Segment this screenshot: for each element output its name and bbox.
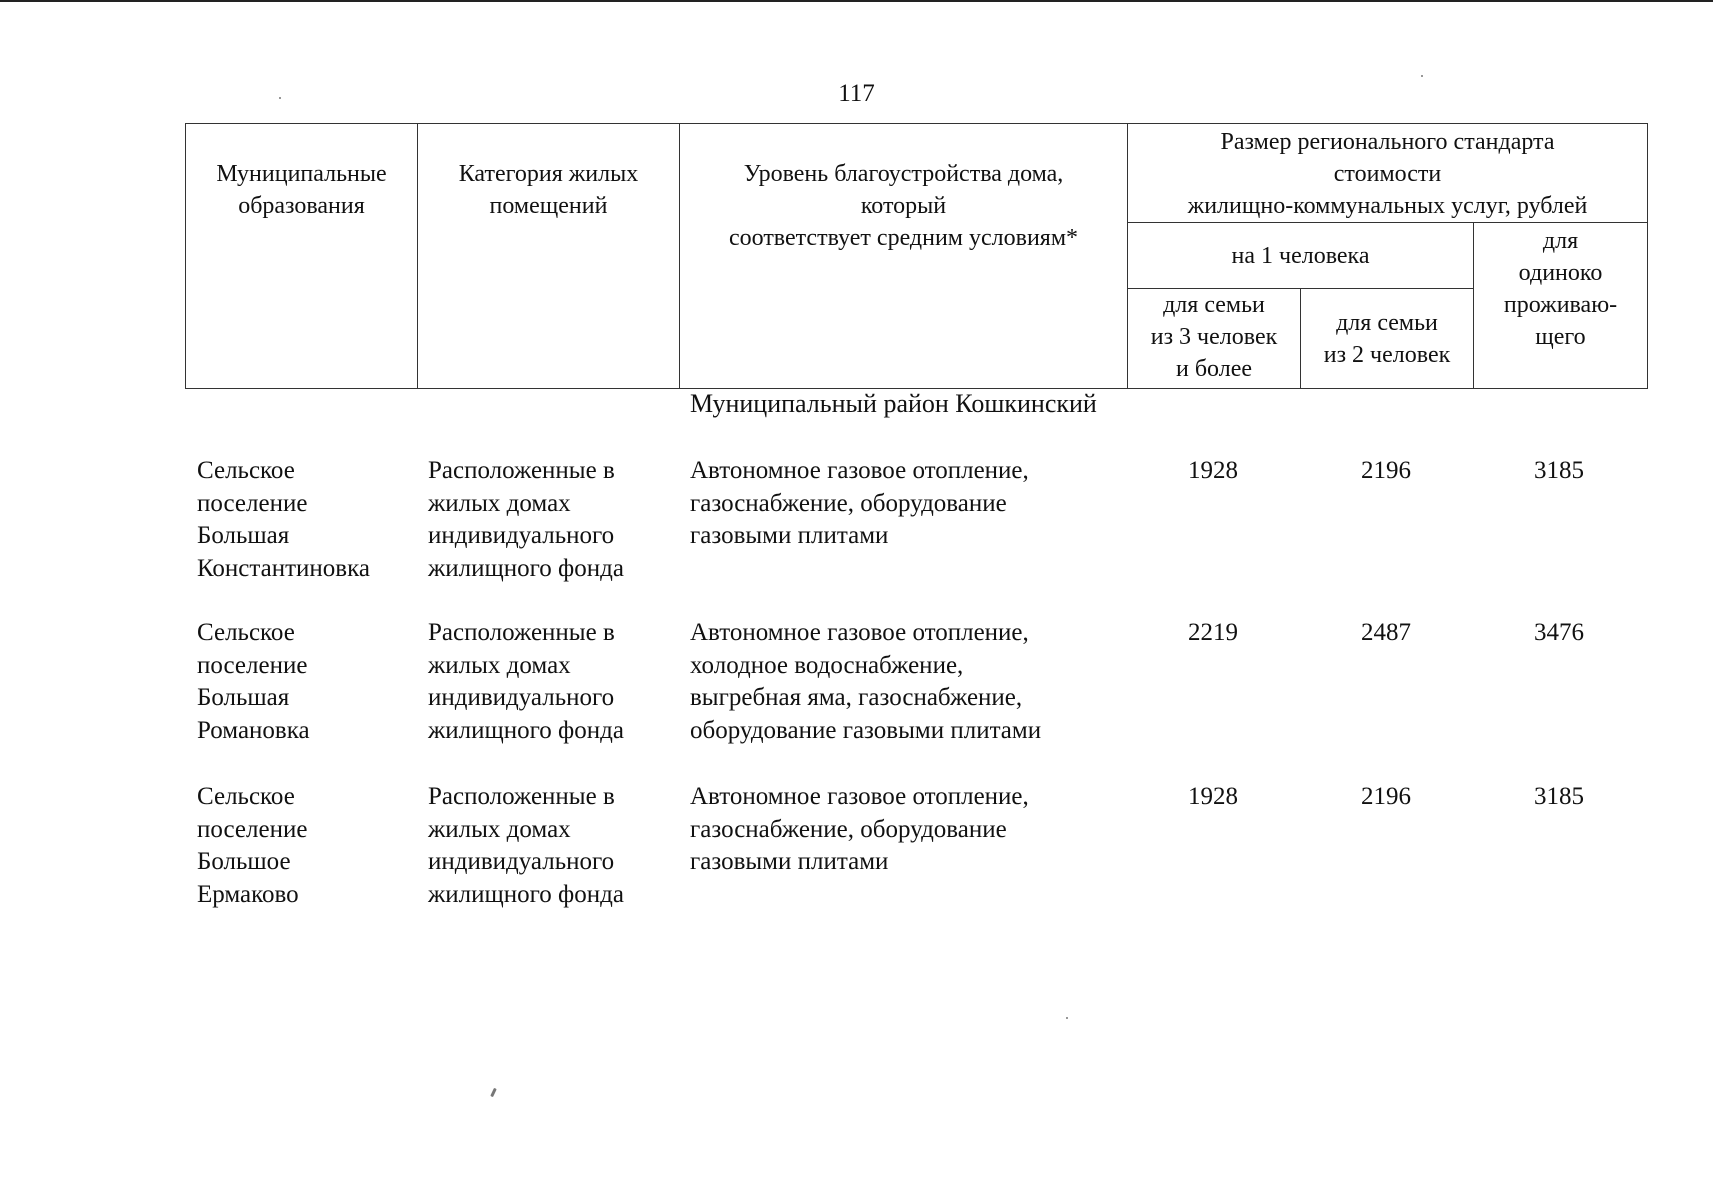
single-value: 3476 — [1534, 619, 1584, 646]
scan-speck-mark — [1066, 1017, 1068, 1019]
family-2-value: 2196 — [1361, 457, 1411, 484]
category-cell: Расположенные в жилых домах индивидуального жилищного фонда — [428, 457, 624, 582]
header-family-2: для семьи из 2 человек — [1301, 289, 1474, 389]
family-2-value: 2487 — [1361, 619, 1411, 646]
table-row — [185, 781, 1647, 921]
family-3-value: 2219 — [1188, 619, 1238, 646]
page-number: 117 — [838, 80, 875, 107]
header-per-person: на 1 человека — [1128, 223, 1474, 289]
district-title: Муниципальный район Кошкинский — [690, 389, 1097, 418]
municipality-cell: Сельское поселение Большая Романовка — [197, 619, 310, 744]
improvement-level-cell: Автономное газовое отопление, газоснабжение, оборудование газовыми плитами — [690, 783, 1029, 875]
top-border-line — [0, 0, 1713, 2]
header-level: Уровень благоустройства дома, который соответствует средним условиям* — [680, 124, 1128, 389]
improvement-level-cell: Автономное газовое отопление, холодное водоснабжение, выгребная яма, газоснабжение, оборудование газовыми плитами — [690, 619, 1042, 744]
header-standard: Размер регионального стандарта стоимости жилищно-коммунальных услуг, рублей — [1128, 124, 1648, 223]
municipality-cell: Сельское поселение Большая Константиновка — [197, 457, 370, 582]
family-2-value: 2196 — [1361, 783, 1411, 810]
scan-speck-mark — [1421, 75, 1423, 77]
municipality-cell: Сельское поселение Большое Ермаково — [197, 783, 308, 908]
header-category: Категория жилых помещений — [418, 124, 680, 389]
improvement-level-cell: Автономное газовое отопление, газоснабжение, оборудование газовыми плитами — [690, 457, 1029, 549]
single-value: 3185 — [1534, 783, 1584, 810]
scan-speck-mark — [490, 1088, 497, 1097]
family-3-value: 1928 — [1188, 783, 1238, 810]
header-municipalities: Муниципальные образования — [186, 124, 418, 389]
table-row — [185, 617, 1647, 757]
scan-speck-mark — [279, 97, 281, 99]
family-3-value: 1928 — [1188, 457, 1238, 484]
header-family-3: для семьи из 3 человек и более — [1128, 289, 1301, 389]
single-value: 3185 — [1534, 457, 1584, 484]
table-header — [185, 123, 1648, 389]
header-single: для одиноко проживаю- щего — [1474, 223, 1648, 389]
table-row — [185, 455, 1647, 595]
category-cell: Расположенные в жилых домах индивидуального жилищного фонда — [428, 783, 624, 908]
category-cell: Расположенные в жилых домах индивидуального жилищного фонда — [428, 619, 624, 744]
